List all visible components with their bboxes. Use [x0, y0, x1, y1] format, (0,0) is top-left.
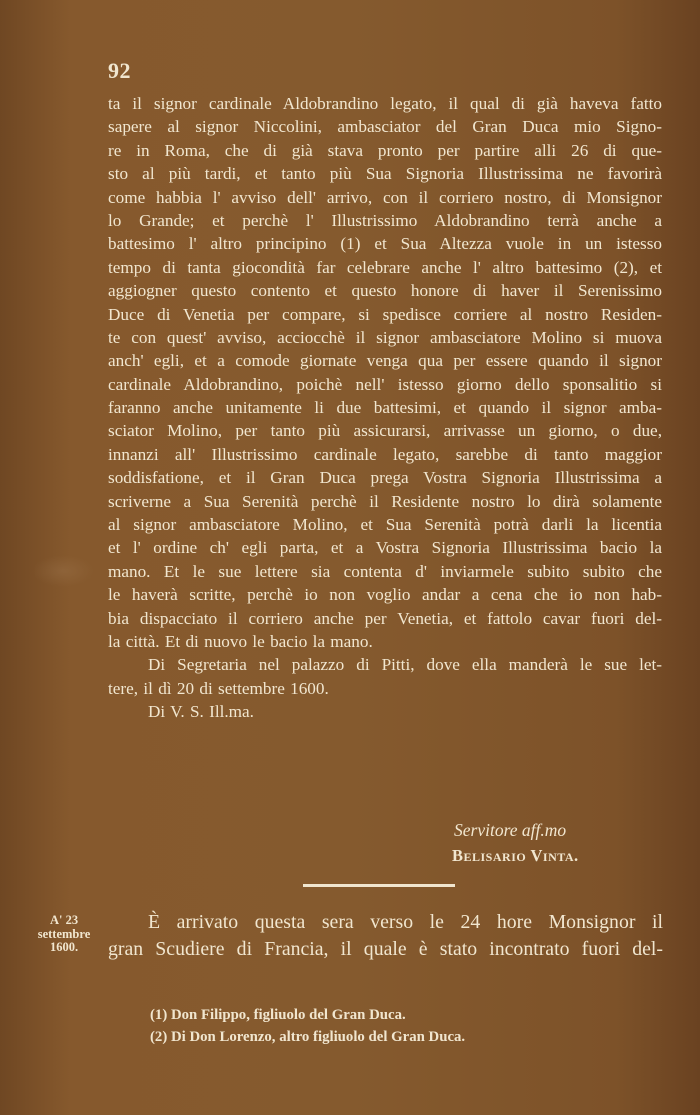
- text-line: bia dispacciato il corriero anche per Venetia, et fattolo cavar fuori del-: [108, 608, 662, 628]
- text-line: cardinale Aldobrandino, poichè nell' istesso giorno dello sponsalitio si: [108, 374, 662, 394]
- signature-name: Belisario Vinta.: [452, 846, 579, 865]
- margin-date-year: 1600.: [49, 940, 79, 954]
- footnotes: [150, 1004, 465, 1048]
- text-line: scriverne a Sua Serenità perchè il Residente nostro lo dirà solamente: [108, 491, 662, 511]
- text-line: È arrivato questa sera verso le 24 hore Monsignor il: [148, 911, 663, 933]
- text-line: sciator Molino, per tanto più assicurarsi, arrivasse un giorno, o due,: [108, 421, 662, 441]
- text-line: gran Scudiere di Francia, il quale è stato incontrato fuori del-: [108, 938, 663, 960]
- text-line: anch' egli, et a comode giornate venga qua per essere quando il signor: [108, 351, 662, 371]
- text-line: sto al più tardi, et tanto più Sua Signoria Illustrissima ne favorirà: [108, 164, 662, 184]
- signature-block: [452, 818, 579, 868]
- margin-date-day: A' 23: [49, 913, 79, 927]
- text-line: battesimo l' altro principino (1) et Sua Altezza vuole in un istesso: [108, 234, 662, 254]
- text-line: et l' ordine ch' egli parta, et a Vostra Signoria Illustrissima bacio la: [108, 538, 662, 558]
- text-line: lo Grande; et perchè l' Illustrissimo Aldobrandino terrà anche a: [108, 210, 662, 230]
- text-line: aggiogner questo contento et questo honore di haver il Serenissimo: [108, 281, 662, 301]
- letter-body: [108, 92, 662, 724]
- text-line: faranno anche unitamente li due battesimi, et quando il signor amba-: [108, 398, 662, 418]
- section-divider: [303, 884, 455, 887]
- footnote: (2) Di Don Lorenzo, altro figliuolo del Gran Duca.: [150, 1029, 466, 1045]
- footnote: (1) Don Filippo, figliuolo del Gran Duca.: [150, 1007, 406, 1023]
- text-line: al signor ambasciatore Molino, et Sua Serenità potrà darli la licentia: [108, 515, 662, 535]
- text-line: sapere al signor Niccolini, ambasciator del Gran Duca mio Signo-: [108, 117, 662, 137]
- text-line: soddisfatione, et il Gran Duca prega Vostra Signoria Illustrissima a: [108, 468, 662, 488]
- text-line: le haverà scritte, perchè io non voglio andar a cena che io non hab-: [108, 585, 662, 605]
- text-line: innanzi all' Illustrissimo cardinale legato, sarebbe di tanto maggior: [108, 444, 662, 464]
- margin-date-month: settembre: [37, 926, 91, 941]
- closing-line: tere, il dì 20 di settembre 1600.: [108, 678, 329, 698]
- margin-smudge: [32, 555, 94, 587]
- text-line: tempo di tanta giocondità far celebrare anche l' altro battesimo (2), et: [108, 257, 662, 277]
- closing-line: Di Segretaria nel palazzo di Pitti, dove ella manderà le sue let-: [148, 655, 662, 675]
- text-line: mano. Et le sue lettere sia contenta d' inviarmele subito subito che: [108, 561, 662, 581]
- margin-date-note: [28, 914, 100, 955]
- second-letter-body: [108, 909, 663, 963]
- text-line: la città. Et di nuovo le bacio la mano.: [108, 631, 373, 651]
- signature-role: Servitore aff.mo: [454, 820, 567, 840]
- text-line: Duce di Venetia per compare, si spedisce corriere al nostro Residen-: [108, 304, 662, 324]
- text-line: te con quest' avviso, acciocchè il signor ambasciatore Molino si muova: [108, 327, 662, 347]
- salutation: Di V. S. Ill.ma.: [148, 702, 254, 722]
- page-number: 92: [108, 58, 131, 83]
- text-line: ta il signor cardinale Aldobrandino legato, il qual di già haveva fatto: [108, 94, 662, 113]
- text-line: re in Roma, che di già stava pronto per partire alli 26 di que-: [108, 140, 662, 160]
- text-line: come habbia l' avviso dell' arrivo, con il corriero nostro, di Monsignor: [108, 187, 662, 207]
